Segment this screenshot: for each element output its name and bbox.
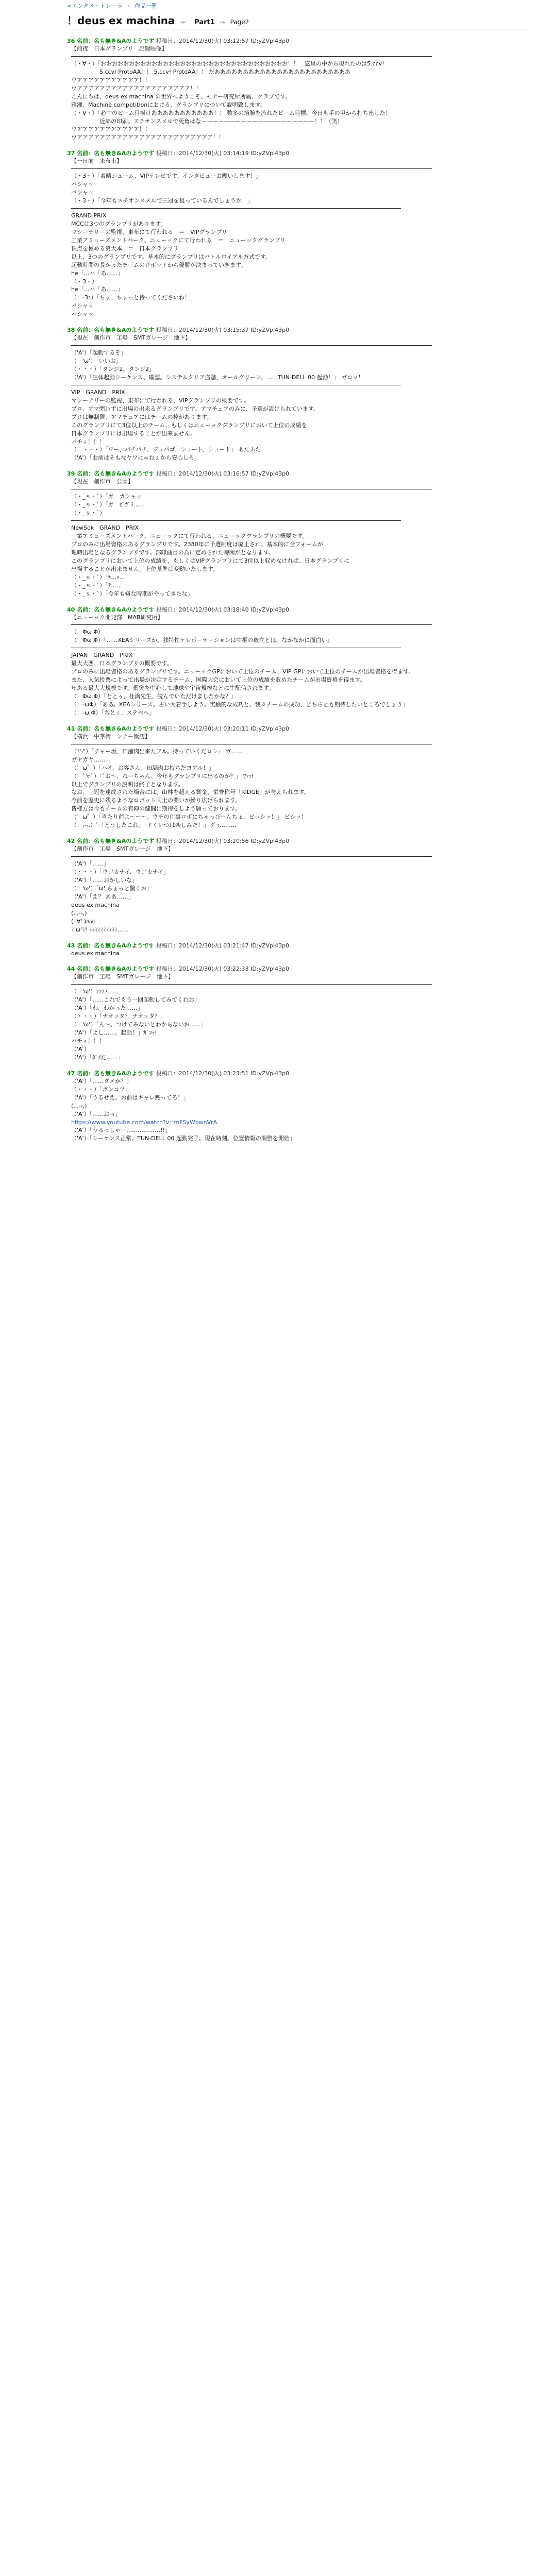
post-list bbox=[0, 37, 536, 1143]
title-arrow: → bbox=[180, 19, 186, 26]
post-line: （：-3：）「ちょ、ちょっと待ってくださいね！」 bbox=[71, 294, 196, 301]
post-line: 【横浜 中華街 シナー飯店】 bbox=[71, 733, 150, 740]
nav-separator: › bbox=[127, 3, 130, 9]
divider bbox=[71, 168, 432, 169]
divider bbox=[71, 984, 432, 985]
post-author: 36 名前：名も無き&Aのようです bbox=[67, 38, 155, 44]
post-line: 【前夜 日本グランプリ 記録映像】 bbox=[71, 45, 167, 52]
top-nav bbox=[0, 0, 536, 12]
title-arrow-2: → bbox=[220, 19, 225, 26]
post-line: （゜ω゜）「当たり前よ～～～。ウチの仕事ロボにちゃっぴーんちょ、ピッシッ！」 ピシッ！ bbox=[71, 814, 307, 821]
post bbox=[67, 37, 531, 142]
post-line: （'A'）「……これでもう一回起動してみてくれお」 bbox=[71, 996, 200, 1004]
post-line: （'A'） bbox=[71, 1045, 90, 1053]
post-line: （'A'）「え？ ああ……」 bbox=[71, 893, 134, 900]
page-title: ！deus ex machina bbox=[67, 14, 175, 27]
post bbox=[67, 1069, 531, 1143]
post-line: 今前を歴史に残るようなロボット同士の闘いが繰り広げられます。 bbox=[71, 797, 241, 804]
post-line: なお、三冠を達成された場合には、山林を超える賞金、栄誉称号「RIDGE」が与えられます。 bbox=[71, 789, 310, 796]
post-line: このグランプリにおいて上位の成績を、もしくはVIPグランプリにて3位以上収めなければ、日本グランプリに bbox=[71, 557, 350, 564]
post-line: 【一日前 来布市】 bbox=[71, 158, 122, 165]
post-line: GRAND PRIX bbox=[71, 212, 107, 219]
post-line: （：,--.）ﾟ「どうしたこれ」「ドくいつは楽しみだ！」 ﾀﾞｯ……… bbox=[71, 822, 237, 829]
post-line: 頂点を極める第大本 ＝ 日本グランプリ bbox=[71, 245, 179, 252]
post bbox=[67, 149, 531, 318]
post-line: ウアアアアアアアアアアア！！ bbox=[71, 126, 150, 133]
post-line: （'A'）「生体起動シーケンス、確認。システムクリア盗聴、オールグリーン。……TUN-DELL 00 起動！」 ガコッ！ bbox=[71, 374, 364, 381]
post-line: 工業アミューズメントパーク、ニューックにて行われる、ニューックグランプリの概要です。 bbox=[71, 533, 308, 539]
post-line: （・3・）「今年もスチオンスメルで三冠を狙っているんでしょうか！」 bbox=[71, 197, 253, 205]
post bbox=[67, 837, 531, 934]
post-body bbox=[67, 45, 531, 142]
post-line: プロのみに出場資格のあるグランプリです。2380年に予選制度は廃止され、基本的に全フォームが bbox=[71, 540, 323, 548]
post-line: （・_ｓ・`）「ガ ﾋﾞｶﾞﾗ…… bbox=[71, 501, 145, 509]
post-line: （'A'）「ﾀﾞﾒだ……」 bbox=[71, 1054, 124, 1061]
post-line: 日本グランプリには出場することが出来ません。 bbox=[71, 430, 196, 437]
post-line: VIP GRAND PRIX bbox=[71, 388, 125, 396]
post-meta: 投稿日：2014/12/30(火) 03:12:57 ID:yZVpl43p0 bbox=[156, 38, 290, 44]
post-line: （ ・・・）「ワー、パチパチ、ジョパゴ、ショート、ショート」 あたふた bbox=[71, 446, 261, 453]
post-header bbox=[67, 964, 531, 973]
post-line: 起動時間の長かったチームのロボットから優勝が決まっていきます。 bbox=[71, 261, 247, 268]
post-meta: 投稿日：2014/12/30(火) 03:22:33 ID:yZVpl43p0 bbox=[156, 965, 290, 973]
post bbox=[67, 469, 531, 598]
post-header bbox=[67, 1069, 531, 1077]
post-author: 44 名前：名も無き&Aのようです bbox=[67, 965, 155, 973]
post-meta: 投稿日：2014/12/30(火) 03:14:19 ID:yZVpl43p0 bbox=[156, 150, 290, 157]
post-line: パシャッ bbox=[71, 181, 94, 188]
divider bbox=[71, 345, 432, 346]
post-line: （ 'ω'）ﾌﾌﾌﾌ…… bbox=[71, 988, 119, 995]
post-line: （・_ｓ・`）「ﾃ…… bbox=[71, 582, 122, 589]
post-meta: 投稿日：2014/12/30(火) 03:20:56 ID:yZVpl43p0 bbox=[156, 838, 290, 845]
post-line: （'A'）「起動するぞ」 bbox=[71, 349, 127, 357]
post-body bbox=[67, 733, 531, 829]
post-line: （'A'）「シーケンス正常。TUN-DELL 00 起動完了。現在時刻。位置情報の調整を開始」 bbox=[71, 1135, 295, 1142]
nav-back-link[interactable]: <エンタメ・トレーラ bbox=[67, 3, 123, 9]
post-line: 以上でグランプリの説明は終了となります。 bbox=[71, 781, 184, 788]
post-header bbox=[67, 37, 531, 45]
divider bbox=[71, 624, 432, 625]
post bbox=[67, 941, 531, 958]
post-header bbox=[67, 149, 531, 157]
post-line: （・・・）「ナオッタ？ ナオッタ？」 bbox=[71, 1013, 166, 1020]
post bbox=[67, 326, 531, 462]
post-line: （・∀・）「おおおおおおおおおおおおおおおおおおおおおおおおおおおおおおおおお！！ 惑星の中から現れたのは5.ccv! bbox=[71, 60, 384, 67]
post-meta: 投稿日：2014/12/30(火) 03:21:47 ID:yZVpl43p0 bbox=[156, 942, 290, 949]
post-line: 最大大西、日本グランプリの概要です。 bbox=[71, 660, 173, 667]
nav-current-link[interactable]: 作品一覧 bbox=[135, 3, 158, 9]
divider bbox=[71, 56, 432, 57]
post-line: 【創作市 工場 SMTガレージ 地下】 bbox=[71, 973, 174, 980]
post-line: 近郊の印刷。スチオンスメルで死角はな－－－－－－－－－－－－－－－－－－－－！！（笑） bbox=[71, 117, 343, 125]
post-line: 年ある最大大規模です。衝突を中心して地球や宇宙規模などに生配信されます。 bbox=[71, 685, 275, 692]
post-line: 【現在 創作市 工場 SMTガレージ 地下】 bbox=[71, 334, 191, 342]
post-body bbox=[67, 334, 531, 462]
post-body bbox=[67, 478, 531, 598]
post-line: （'A'）「よし……。起動！」ｶﾞｺｯ! bbox=[71, 1029, 157, 1037]
post-line: （'A'）「お前はそもなヤワにゃねぇから安心しろ」 bbox=[71, 454, 200, 462]
post-line: （'A'）「うるっしゃー………………!!」 bbox=[71, 1127, 171, 1134]
post-line: （・・・）「ボンコツ」 bbox=[71, 1086, 131, 1093]
post-line: このグランプリにて3位以上のチーム、もしくはニューックグランプリにおいて上位の成績を bbox=[71, 421, 307, 429]
post-line: ガヤガヤ……… bbox=[71, 756, 111, 763]
post-author: 39 名前：名も無き&Aのようです bbox=[67, 470, 155, 478]
post-line: パシャッ bbox=[71, 302, 94, 310]
post-body bbox=[67, 614, 531, 717]
post-line: ウアアアアアアアアアアア！！ bbox=[71, 76, 150, 83]
post-meta: 投稿日：2014/12/30(火) 03:18:40 ID:yZVpl43p0 bbox=[156, 606, 290, 613]
post-line: （・_ｓ・`）「今年も嫌な時期がやってきたな」 bbox=[71, 590, 193, 597]
divider bbox=[71, 520, 401, 521]
post-author: 47 名前：名も無き&Aのようです bbox=[67, 1070, 155, 1077]
post-line: 【創作市 工場 SMTガレージ 地下】 bbox=[71, 845, 174, 853]
post-line: プロは無制限、アマチュアにはチームの枠があります。 bbox=[71, 413, 212, 420]
post-line: プロ、アマ問わずに出場の出来るグランプリです。アマチュアのみに、予選が設けられています。 bbox=[71, 405, 320, 412]
post-line: 皆様方は今もチームの有陣の健闘に期待をしよう願っております。 bbox=[71, 805, 241, 812]
post-line: （・3・）「素晴シューム、VIPテレビです。インタビューお願いします！」 bbox=[71, 173, 262, 180]
post-body bbox=[67, 157, 531, 318]
post-line: パチィ！！！ bbox=[71, 1038, 105, 1044]
post-line: （'A'）「わ、わかった……」 bbox=[71, 1005, 143, 1012]
post-header bbox=[67, 605, 531, 614]
post-line: （・∀・）「必中のビーム目掛けあああああああああああ！！ 数多の箔腕を流れたビーム目標、今日も手の甲から打ち出した！ bbox=[71, 109, 391, 116]
post-author: 42 名前：名も無き&Aのようです bbox=[67, 838, 155, 845]
post-line: NewSok GRAND PRIX bbox=[71, 524, 139, 532]
post bbox=[67, 605, 531, 717]
post-line: MCCは3つのグランプリがあります。 bbox=[71, 220, 166, 227]
post-line: （*'ﾉ'）「チャー坂、田舗肉出来たアル。持っていくだロシ」 ガ…… bbox=[71, 748, 243, 755]
post-author: 38 名前：名も無き&Aのようです bbox=[67, 327, 155, 334]
post-line: （・・・）「タンジ2、タンジ2」 bbox=[71, 366, 155, 372]
post bbox=[67, 724, 531, 829]
post-line: （・3・） bbox=[71, 278, 97, 285]
post-meta: 投稿日：2014/12/30(火) 03:20:11 ID:yZVpl43p0 bbox=[156, 725, 290, 732]
divider bbox=[71, 208, 401, 209]
post-line: 出場することが出来ません。上位基準は変動いたします。 bbox=[71, 565, 219, 572]
post-line: こんにちは、deus ex machina の世界へようこそ。モナー研究所所属、クラブです。 bbox=[71, 93, 291, 100]
post-line: （ Φω Φ） bbox=[71, 629, 104, 636]
post-header bbox=[67, 837, 531, 845]
post-line: （：-ω Φ）「ちとぅ、ステベへ」 bbox=[71, 709, 155, 716]
page-label: Page2 bbox=[230, 19, 249, 26]
post-line: （・_ｓ・`）「ガ カシャッ bbox=[71, 493, 142, 500]
post-line: ﾐ ω'ﾐ! ﾐﾐﾐﾐﾐﾐﾐﾐﾐﾐ…… bbox=[71, 926, 129, 933]
part-label: Part1 bbox=[194, 19, 215, 26]
post-line: （ 'ω'）「いいお」 bbox=[71, 358, 122, 365]
post-line: （ Φω Φ）「……XEAシリーズか。独特性テレポーテーションは中枢の確立とは、なかなかに面白い」 bbox=[71, 637, 333, 644]
post-line: (,,,--,) bbox=[71, 909, 87, 917]
post-header bbox=[67, 326, 531, 334]
post-line: （ 'ω'）「ω' ちょっと驚くお」 bbox=[71, 885, 153, 892]
post-line: （ Φω Φ）「ととぅ、杜満先生、読んでいただけましたかな？」 bbox=[71, 693, 237, 700]
post-line: マシーナリーの監視、東布にて行われる ＝ VIPグランプリ bbox=[71, 228, 227, 235]
post-line: （・・・）「ウゴカナイ、ウゴカナイ」 bbox=[71, 869, 169, 875]
post-line: 理時出場となるグランプリです。部隊曲目の為に定められた時間がとなります。 bbox=[71, 549, 274, 556]
post-body bbox=[67, 973, 531, 1061]
post-line: （'A'）「……おかしいな」 bbox=[71, 876, 138, 884]
post-line: （：-ωΦ）「ああ。XEAシリーズ。古い大着手しよう。実験的な成功と、我々チームの成功、どちらとも期待したいところでしょう」 bbox=[71, 701, 408, 708]
post-line: deus ex machina bbox=[71, 901, 120, 908]
post-header bbox=[67, 469, 531, 478]
post-author: 43 名前：名も無き&Aのようです bbox=[67, 942, 155, 949]
divider bbox=[71, 856, 432, 857]
post-line: 【現在 創作市 公園】 bbox=[71, 478, 133, 485]
post-line: 以上、3つのグランプリです。基本的にグランプリはバトルロイアル方式です。 bbox=[71, 253, 272, 260]
post-line: ( '∀' )ﾊﾊﾊ bbox=[71, 918, 95, 925]
post-body bbox=[67, 1077, 531, 1143]
page-title-bar bbox=[67, 12, 531, 29]
post-author: 40 名前：名も無き&Aのようです bbox=[67, 606, 155, 613]
post-line: (,,,--,) bbox=[71, 1102, 87, 1109]
post-line: （・_ｓ・`）「ﾃ…ｯ… bbox=[71, 573, 125, 581]
post-line: パシャッ bbox=[71, 311, 94, 318]
post-line: パチィ！！！ bbox=[71, 438, 105, 445]
post-body bbox=[67, 950, 531, 958]
post-line: he「...ハ「あ……」 bbox=[71, 286, 124, 293]
post-line: （'A'）「……」 bbox=[71, 860, 110, 868]
post-line: ウアアアアアアアアアアアアアアアアアアアア！！ bbox=[71, 84, 202, 92]
post-meta: 投稿日：2014/12/30(火) 03:16:57 ID:yZVpl43p0 bbox=[156, 470, 290, 478]
post-line: ウアアアアアアアアアアアアアアアアアアアアアアアア！！ bbox=[71, 134, 224, 141]
post-line: マシーナリーの監視、東布にて行われる、VIPグランプリの概要です。 bbox=[71, 397, 250, 404]
post-line: （ 'ω'）「ん〜、つけてみないとわからないお……」 bbox=[71, 1021, 207, 1028]
post-line: 5.ccv/ ProtoAA！！ 5.ccv! ProtoAA！！ だああああああああああああああああああああああああ bbox=[71, 68, 350, 75]
post-body bbox=[67, 845, 531, 934]
post-line: （゜ω゜）「ハイ、お客さん、田舗肉お持ちだヨアル！」 bbox=[71, 764, 214, 771]
post-author: 41 名前：名も無き&Aのようです bbox=[67, 725, 155, 732]
post-line: プロのみに出場資格のあるグランプリです。ニューックGPにおいて上位のチーム、VIP GPにおいて上位のチームが出場資格を得ます。 bbox=[71, 668, 414, 675]
post-line: 工業アミューズメントパーク、ニューックにて行われる ＝ ニューックグランプリ bbox=[71, 236, 286, 244]
post-line: パシャッ bbox=[71, 189, 94, 196]
post-line: （'A'）「……ダメか？」 bbox=[71, 1077, 132, 1084]
post-line: JAPAN GRAND PRIX bbox=[71, 652, 133, 659]
post-line: （'A'）「……おっ」 bbox=[71, 1110, 121, 1117]
post-line: deus ex machina bbox=[71, 950, 120, 957]
post-line: （'A'）「うるせえ。お前はギャレ黙ってろ！」 bbox=[71, 1094, 189, 1101]
post-meta: 投稿日：2014/12/30(火) 03:23:51 ID:yZVpl43p0 bbox=[156, 1070, 290, 1077]
post-line: （ ﾟ∀ﾟ）「ﾟお～、ねーちゃん、今年もグランプリに出るのか？」 ﾜｧｧ! bbox=[71, 772, 254, 779]
post-line: he「...ハ「あ……」 bbox=[71, 269, 124, 277]
post-line: 【ニューック開発部 MAB研究所】 bbox=[71, 614, 163, 621]
post-header bbox=[67, 724, 531, 733]
post-link[interactable]: https://www.youtube.com/watch?v=mFSyWbwnVrA bbox=[71, 1118, 217, 1126]
post bbox=[67, 964, 531, 1061]
post-line: 雅瀬、Machine competitionにおける、グランプリについて説明致します。 bbox=[71, 101, 266, 108]
post-meta: 投稿日：2014/12/30(火) 03:15:37 ID:yZVpl43p0 bbox=[156, 327, 290, 334]
post-line: また、人気投票によって出場が決定するチーム、国際大会において上位の成績を収めたチームが出場資格を得ます。 bbox=[71, 676, 366, 684]
post-author: 37 名前：名も無き&Aのようです bbox=[67, 150, 155, 157]
post-line: （・_ｓ・`） bbox=[71, 510, 105, 517]
post-header bbox=[67, 941, 531, 950]
